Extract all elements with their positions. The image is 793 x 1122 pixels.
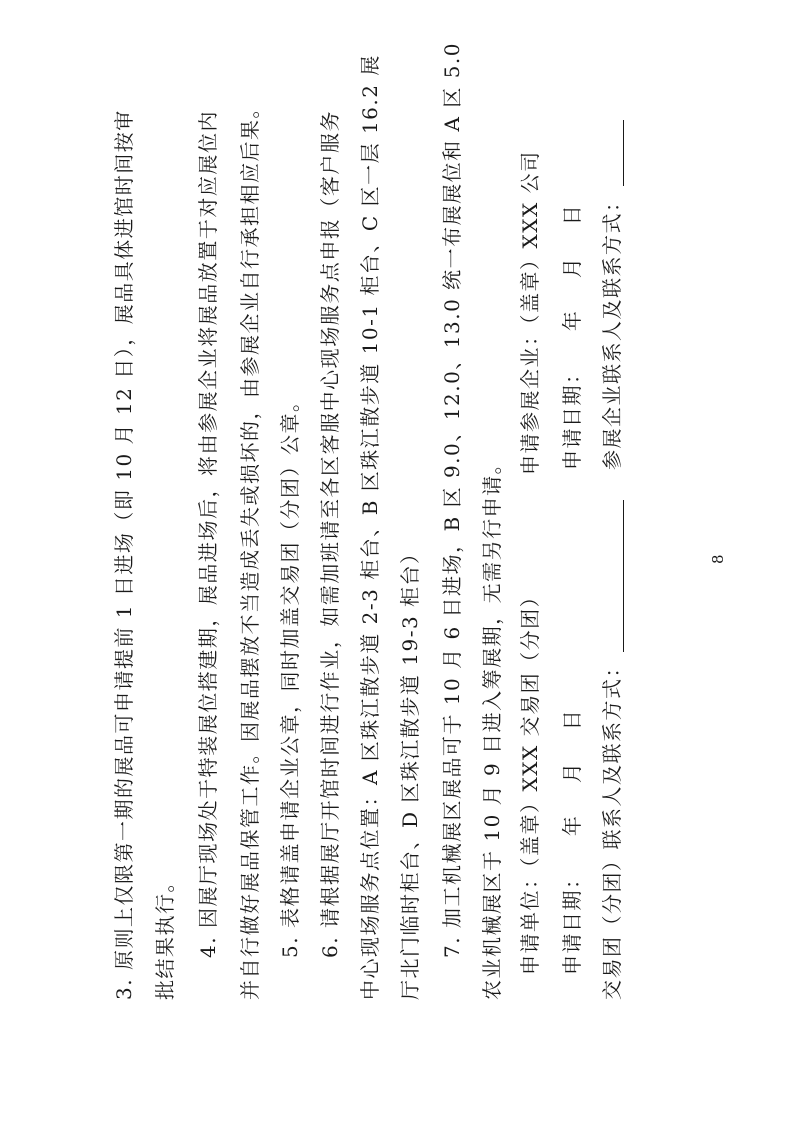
delegation-date-label: 申请日期： 年 月 日 <box>560 708 584 975</box>
delegation-date-field <box>560 709 584 975</box>
note-6-line-2: 中心现场服务点位置：A 区珠江散步道 2-3 柜台、B 区珠江散步道 10-1 柜台、C 区一层 16.2 展 <box>358 54 382 1000</box>
note-4-line-1: 4. 因展厅现场处于特装展位搭建期，展品进场后，将由参展企业将展品放置于对应展位内 <box>196 110 220 958</box>
page-number: 8 <box>709 554 727 564</box>
note-3-line-2: 批结果执行。 <box>153 871 177 1000</box>
exhibitor-contact-label: 参展企业联系人及联系方式： <box>600 190 624 470</box>
delegation-contact-field <box>600 500 624 1000</box>
note-6-line-3: 厅北门临时柜台、D 区珠江散步道 19-3 柜台） <box>398 542 422 1000</box>
exhibitor-contact-field <box>600 120 624 470</box>
exhibitor-date-label: 申请日期： 年 月 日 <box>560 203 584 470</box>
delegation-unit-label: 申请单位：（盖章）XXX 交易团（分团） <box>518 585 542 975</box>
exhibitor-unit-label: 申请参展企业：（盖章）XXX 公司 <box>518 150 542 475</box>
delegation-contact-label: 交易团（分团）联系人及联系方式： <box>600 656 624 1000</box>
note-5-line-1: 5. 表格请盖申请企业公章，同时加盖交易团（分团）公章。 <box>278 390 302 958</box>
note-3-line-1: 3. 原则上仅限第一期的展品可申请提前 1 日进场（即 10 月 12 日），展品具体进馆时间按审 <box>112 109 136 1000</box>
note-4-line-2: 并自行做好展品保管工作。因展品摆放不当造成丢失或损坏的，由参展企业自行承担相应后果。 <box>238 97 262 1000</box>
delegation-unit-field <box>518 586 542 975</box>
exhibitor-contact-blank-line <box>603 120 624 187</box>
note-6-line-1: 6. 请根据展厅开馆时间进行作业，如需加班请至各区客服中心现场服务点申报（客户服务 <box>318 110 342 958</box>
exhibitor-date-field <box>560 204 584 470</box>
note-7-line-2: 农业机械展区于 10 月 9 日进入筹展期，无需另行申请。 <box>480 452 504 1000</box>
delegation-contact-blank-line <box>603 500 624 652</box>
exhibitor-unit-field <box>518 150 542 475</box>
note-7-line-1: 7. 加工机械展区展品可于 10 月 6 日进场，B 区 9.0、12.0、13.0 统一布展展位和 A 区 5.0 <box>440 41 464 958</box>
